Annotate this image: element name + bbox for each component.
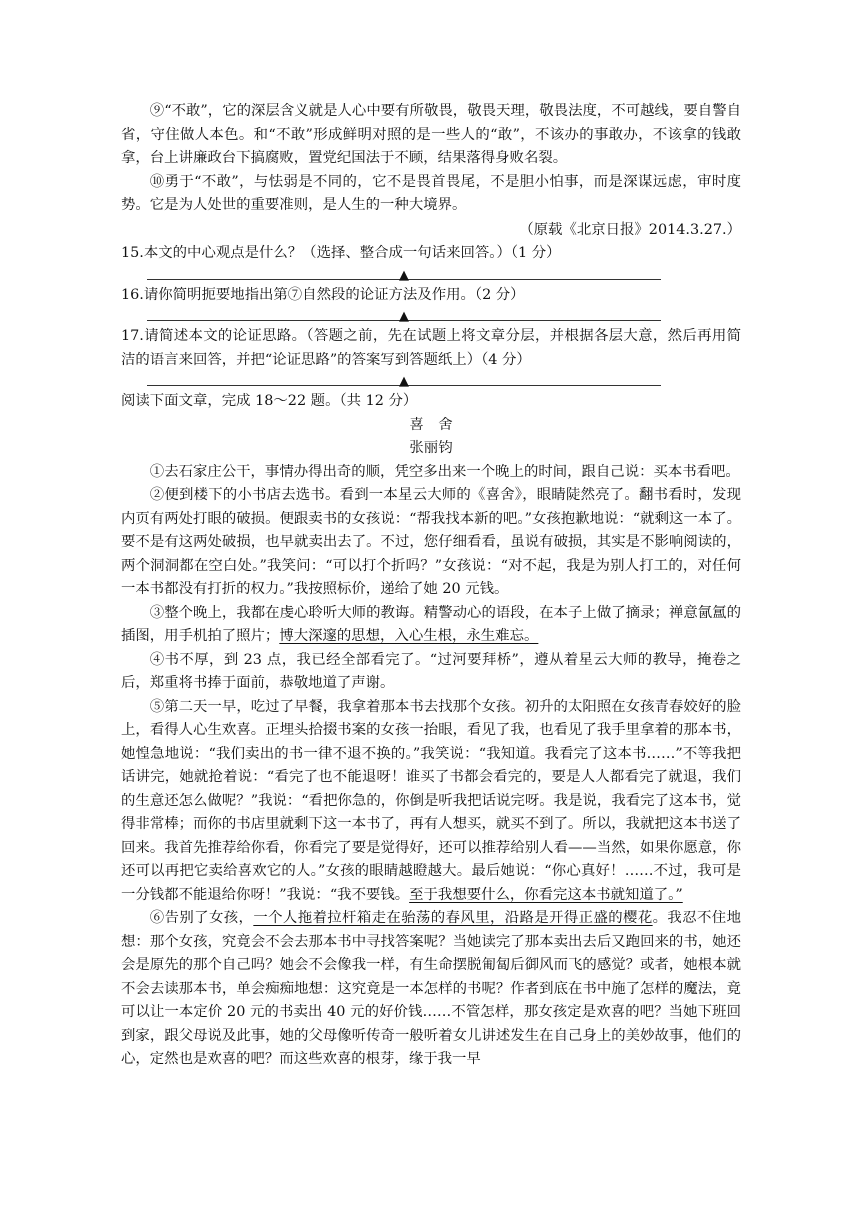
story-paragraph-4: ④书不厚，到 23 点，我已经全部看完了。“过河要拜桥”，遵从着星云大师的教导，掩卷之后，郑重将书捧于面前，恭敬地道了声谢。	[121, 651, 741, 691]
answer-line-17[interactable]	[147, 372, 661, 388]
answer-line-15[interactable]	[147, 266, 661, 282]
answer-mark-triangle: ▲	[399, 374, 409, 389]
answer-line-16[interactable]	[147, 307, 661, 323]
paragraph-text: 。我忍不住地想：那个女孩，究竟会不会去那本书中寻找答案呢？当她读完了那本卖出去后又跑回来的书，她还会是原先的那个自己吗？她会不会像我一样，有生命摆脱匍匐后御风而飞的感觉？或者，她根本就不会去读那本书，单会痴痴地想：这究竟是一本怎样的书呢？作者到底在书中施了怎样的魔法，竟可以让一本定价 20 元的书卖出 40 元的好价钱……不管怎样，那女孩定是欢喜的吧？当她下班回到家，跟父母说及此事，她的父母像听传奇一般听着女儿讲述发生在自己身上的美妙故事，他们的心，定然也是欢喜的吧？而这些欢喜的根芽，缘于我一早	[121, 910, 741, 1067]
story-paragraph-3	[121, 602, 741, 649]
story-paragraph-1: ①去石家庄公干，事情办得出奇的顺，凭空多出来一个晚上的时间，跟自己说：买本书看吧。	[149, 463, 740, 480]
article-title: 喜 舍	[409, 416, 453, 433]
exam-page	[121, 100, 741, 1072]
paragraph-text: ③整个晚上，我都在虔心聆听大师的教诲。精警动心的语段，在本子上做了摘录；禅意氤氲的插图，用手机拍了照片；	[121, 604, 741, 644]
question-15: 15.本文的中心观点是什么？（选择、整合成一句话来回答。）（1 分）	[121, 245, 561, 261]
answer-mark-triangle: ▲	[399, 267, 409, 283]
story-paragraph-5	[121, 696, 741, 908]
underlined-sentence: 博大深邃的思想，入心生根，永生难忘。	[279, 628, 539, 644]
paragraph-text: ⑤第二天一早，吃过了早餐，我拿着那本书去找那个女孩。初升的太阳照在女孩青春姣好的脸上，看得人心生欢喜。正埋头拾掇书案的女孩一抬眼，看见了我，也看见了我手里拿着的那本书，她惶急地说：“我们卖出的书一律不退不换的。”我笑说：“我知道。我看完了这本书……”不等我把话讲完，她就抢着说：“看完了也不能退呀！谁买了书都会看完的，要是人人都看完了就退，我们的生意还怎么做呢？”我说：“看把你急的，你倒是听我把话说完呀。我是说，我看完了这本书，觉得非常棒；而你的书店里就剩下这一本书了，再有人想买，就买不到了。所以，我就把这本书送了回来。我首先推荐给你看，你看完了要是觉得好，还可以推荐给别人看——当然，如果你愿意，你还可以再把它卖给喜欢它的人。”女孩的眼睛越瞪越大。最后她说：“你心真好！……不过，我可是一分钱都不能退给你呀！”我说：“我不要钱。	[121, 698, 741, 903]
paragraph-10: ⑩勇于“不敢”，与怯弱是不同的，它不是畏首畏尾，不是胆小怕事，而是深谋远虑，审时度势。它是为人处世的重要准则，是人生的一种大境界。	[121, 173, 741, 213]
answer-mark-triangle: ▲	[399, 309, 409, 324]
story-paragraph-6	[121, 907, 741, 1072]
question-16: 16.请你简明扼要地指出第⑦自然段的论证方法及作用。（2 分）	[121, 286, 525, 303]
article-author: 张丽钧	[409, 440, 453, 456]
paragraph-text: ⑥告别了女孩，	[149, 910, 254, 926]
reading-instruction: 阅读下面文章，完成 18～22 题。（共 12 分）	[121, 393, 418, 409]
paragraph-9: ⑨“不敢”，它的深层含义就是人心中要有所敬畏，敬畏天理，敬畏法度，不可越线，要自警自省，守住做人本色。和“不敢”形成鲜明对照的是一些人的“敢”，不该办的事敢办，不该拿的钱敢拿，台上讲廉政台下搞腐败，置党纪国法于不顾，结果落得身败名裂。	[121, 103, 741, 166]
underlined-sentence: 至于我想要什么，你看完这本书就知道了。”	[409, 886, 683, 903]
underlined-sentence: 一个人拖着拉杆箱走在骀荡的春风里，沿路是开得正盛的樱花	[253, 910, 653, 926]
story-paragraph-2: ②便到楼下的小书店去选书。看到一本星云大师的《喜舍》，眼睛陡然亮了。翻书看时，发现内页有两处打眼的破损。便跟卖书的女孩说：“帮我找本新的吧。”女孩抱歉地说：“就剩这一本了。要不是有这两处破损，也早就卖出去了。不过，您仔细看看，虽说有破损，其实是不影响阅读的，两个洞洞都在空白处。”我笑问：“可以打个折吗？”女孩说：“对不起，我是为别人打工的，对任何一本书都没有打折的权力。”我按照标价，递给了她 20 元钱。	[121, 487, 741, 597]
question-17: 17.请简述本文的论证思路。（答题之前，先在试题上将文章分层，并根据各层大意，然后再用简洁的语言来回答，并把“论证思路”的答案写到答题纸上）（4 分）	[121, 328, 741, 368]
source-citation: （原载《北京日报》2014.3.27.）	[519, 221, 741, 238]
